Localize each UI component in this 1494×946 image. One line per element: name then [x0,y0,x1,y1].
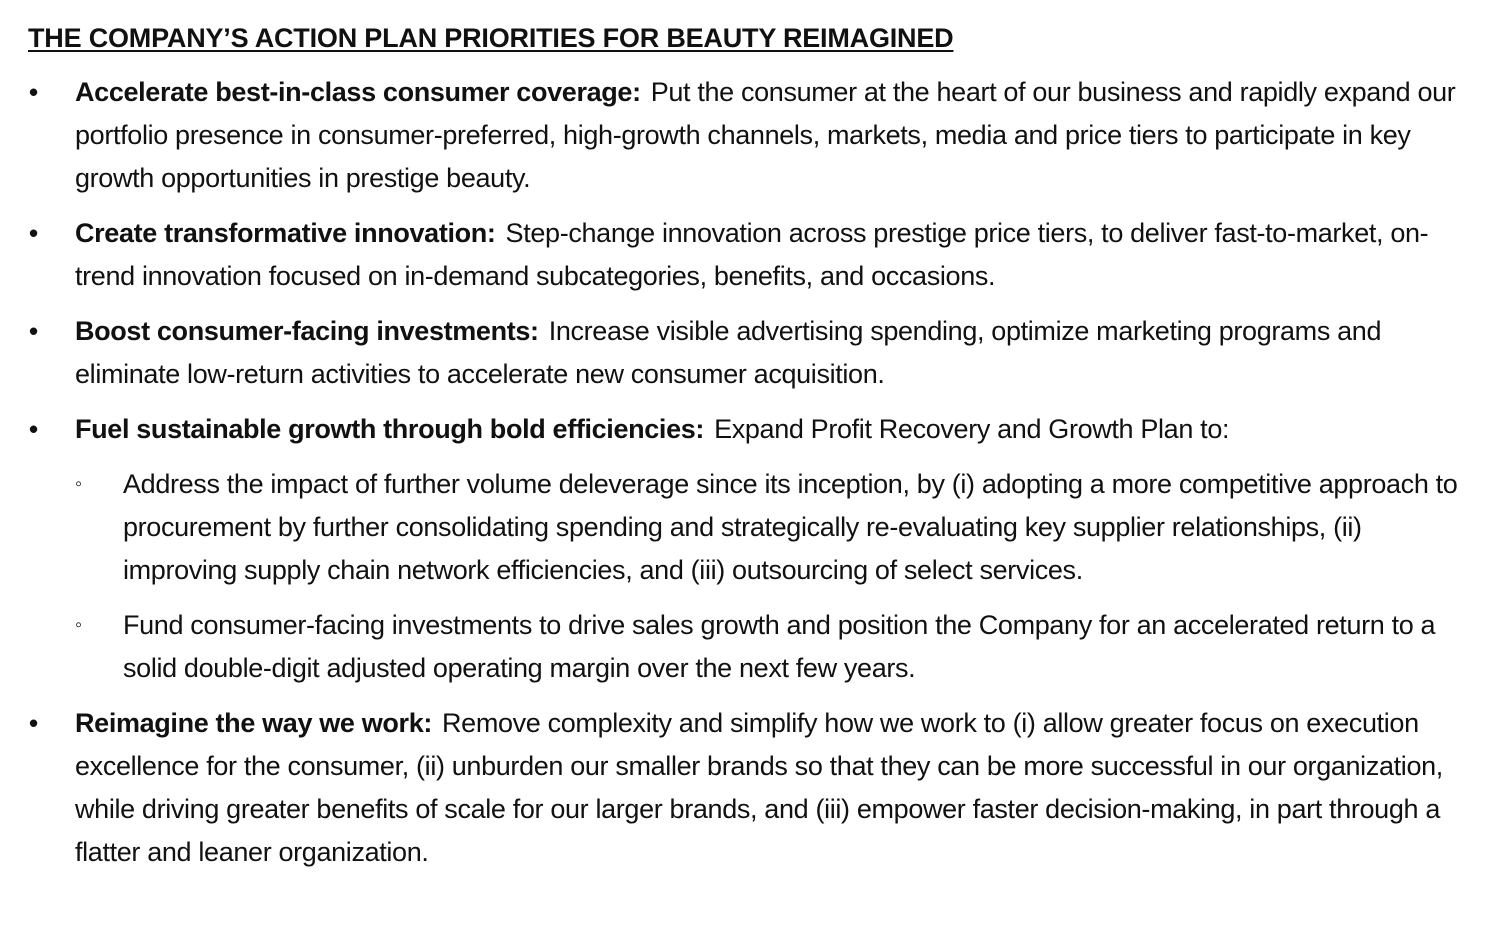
bullet-icon: • [29,708,38,738]
item-text: Put the consumer at the heart of our business and rapidly expand our portfolio presence in consumer-preferred, high-growth channels, markets, media and price tiers to participate in key growth opportunities in prestige beauty. [75,77,1456,193]
item-heading: Create transformative innovation: [75,218,496,248]
sub-item-text: Address the impact of further volume deleverage since its inception, by (i) adopting a more competitive approach to procurement by further consolidating spending and strategically re-evaluating key supplier relationships, (ii) improving supply chain network efficiencies, and (iii) outsourcing of select services. [123,469,1458,585]
sub-bullet-icon: ◦ [75,614,82,636]
item-text: Step-change innovation across prestige price tiers, to deliver fast-to-market, on-trend innovation focused on in-demand subcategories, benefits, and occasions. [75,218,1429,291]
sub-list-item-fund-investments [75,604,1468,690]
list-item-investments [28,310,1468,396]
item-text: Increase visible advertising spending, optimize marketing programs and eliminate low-return activities to accelerate new consumer acquisition. [75,316,1382,389]
item-heading: Accelerate best-in-class consumer coverage: [75,77,641,107]
sub-bullet-icon: ◦ [75,473,82,495]
sub-item-text: Fund consumer-facing investments to drive sales growth and position the Company for an accelerated return to a solid double-digit adjusted operating margin over the next few years. [123,610,1436,683]
bullet-icon: • [29,414,38,444]
item-heading: Reimagine the way we work: [75,708,433,738]
priorities-list [28,71,1468,874]
list-item-efficiencies [28,408,1468,690]
list-item-reimagine-work [28,702,1468,874]
item-text: Remove complexity and simplify how we work to (i) allow greater focus on execution excellence for the consumer, (ii) unburden our smaller brands so that they can be more successful in our organization, while driving greater benefits of scale for our larger brands, and (iii) empower faster decision-making, in part through a flatter and leaner organization. [75,708,1443,867]
bullet-icon: • [29,316,38,346]
item-text: Expand Profit Recovery and Growth Plan to: [714,414,1230,444]
list-item-consumer-coverage [28,71,1468,200]
page-title: THE COMPANY’S ACTION PLAN PRIORITIES FOR BEAUTY REIMAGINED [28,23,954,53]
item-heading: Fuel sustainable growth through bold efficiencies: [75,414,705,444]
item-heading: Boost consumer-facing investments: [75,316,539,346]
bullet-icon: • [29,218,38,248]
document-page [28,20,1468,886]
bullet-icon: • [29,77,38,107]
sub-list-item-deleverage [75,463,1468,592]
efficiencies-sublist [75,463,1468,690]
list-item-innovation [28,212,1468,298]
